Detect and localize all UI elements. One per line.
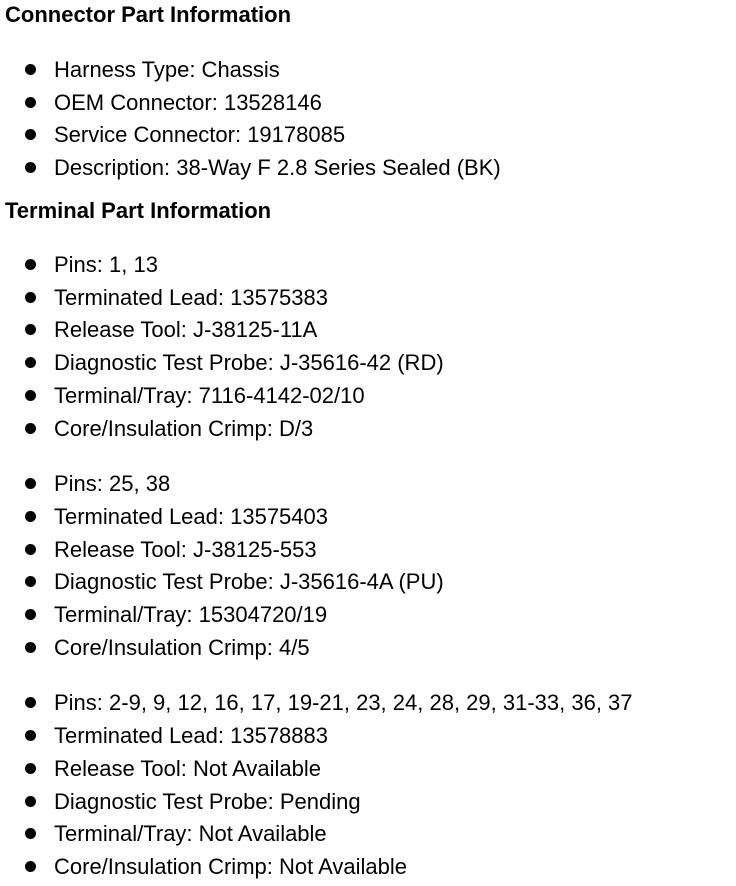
bullet-icon <box>25 97 36 108</box>
list-item-text: Service Connector: 19178085 <box>54 122 346 147</box>
bullet-icon <box>25 478 36 489</box>
bullet-icon <box>25 576 36 587</box>
bullet-icon <box>25 861 36 872</box>
bullet-icon <box>25 730 36 741</box>
connector-part-heading: Connector Part Information <box>5 2 292 27</box>
list-item-text: OEM Connector: 13528146 <box>54 90 322 115</box>
list-item-text: Diagnostic Test Probe: J-35616-42 (RD) <box>54 350 444 375</box>
list-item-text: Core/Insulation Crimp: 4/5 <box>54 635 310 660</box>
list-item-text: Diagnostic Test Probe: Pending <box>54 789 361 814</box>
bullet-icon <box>25 162 36 173</box>
bullet-icon <box>25 64 36 75</box>
list-item-text: Terminal/Tray: 15304720/19 <box>54 602 328 627</box>
bullet-icon <box>25 544 36 555</box>
bullet-icon <box>25 259 36 270</box>
list-item-text: Pins: 1, 13 <box>54 252 158 277</box>
list-item-text: Terminated Lead: 13575383 <box>54 285 328 310</box>
list-item-text: Harness Type: Chassis <box>54 57 280 82</box>
list-item-text: Terminal/Tray: 7116-4142-02/10 <box>54 383 365 408</box>
list-item-text: Release Tool: J-38125-11A <box>54 317 318 342</box>
bullet-icon <box>25 697 36 708</box>
bullet-icon <box>25 390 36 401</box>
list-item-text: Diagnostic Test Probe: J-35616-4A (PU) <box>54 569 444 594</box>
bullet-icon <box>25 609 36 620</box>
bullet-icon <box>25 763 36 774</box>
terminal-part-heading: Terminal Part Information <box>5 198 272 223</box>
bullet-icon <box>25 324 36 335</box>
bullet-icon <box>25 357 36 368</box>
list-item-text: Terminated Lead: 13575403 <box>54 504 328 529</box>
bullet-icon <box>25 642 36 653</box>
list-item-text: Core/Insulation Crimp: D/3 <box>54 416 314 441</box>
list-item-text: Release Tool: J-38125-553 <box>54 537 317 562</box>
bullet-icon <box>25 292 36 303</box>
bullet-icon <box>25 423 36 434</box>
list-item-text: Terminated Lead: 13578883 <box>54 723 328 748</box>
list-item-text: Release Tool: Not Available <box>54 756 322 781</box>
list-item-text: Core/Insulation Crimp: Not Available <box>54 854 407 879</box>
bullet-icon <box>25 129 36 140</box>
list-item-text: Pins: 25, 38 <box>54 471 171 496</box>
list-item-text: Terminal/Tray: Not Available <box>54 821 327 846</box>
bullet-icon <box>25 796 36 807</box>
list-item-text: Pins: 2-9, 9, 12, 16, 17, 19-21, 23, 24, 28, 29, 31-33, 36, 37 <box>54 690 633 715</box>
list-item-text: Description: 38-Way F 2.8 Series Sealed (BK) <box>54 155 501 180</box>
bullet-icon <box>25 511 36 522</box>
bullet-icon <box>25 828 36 839</box>
